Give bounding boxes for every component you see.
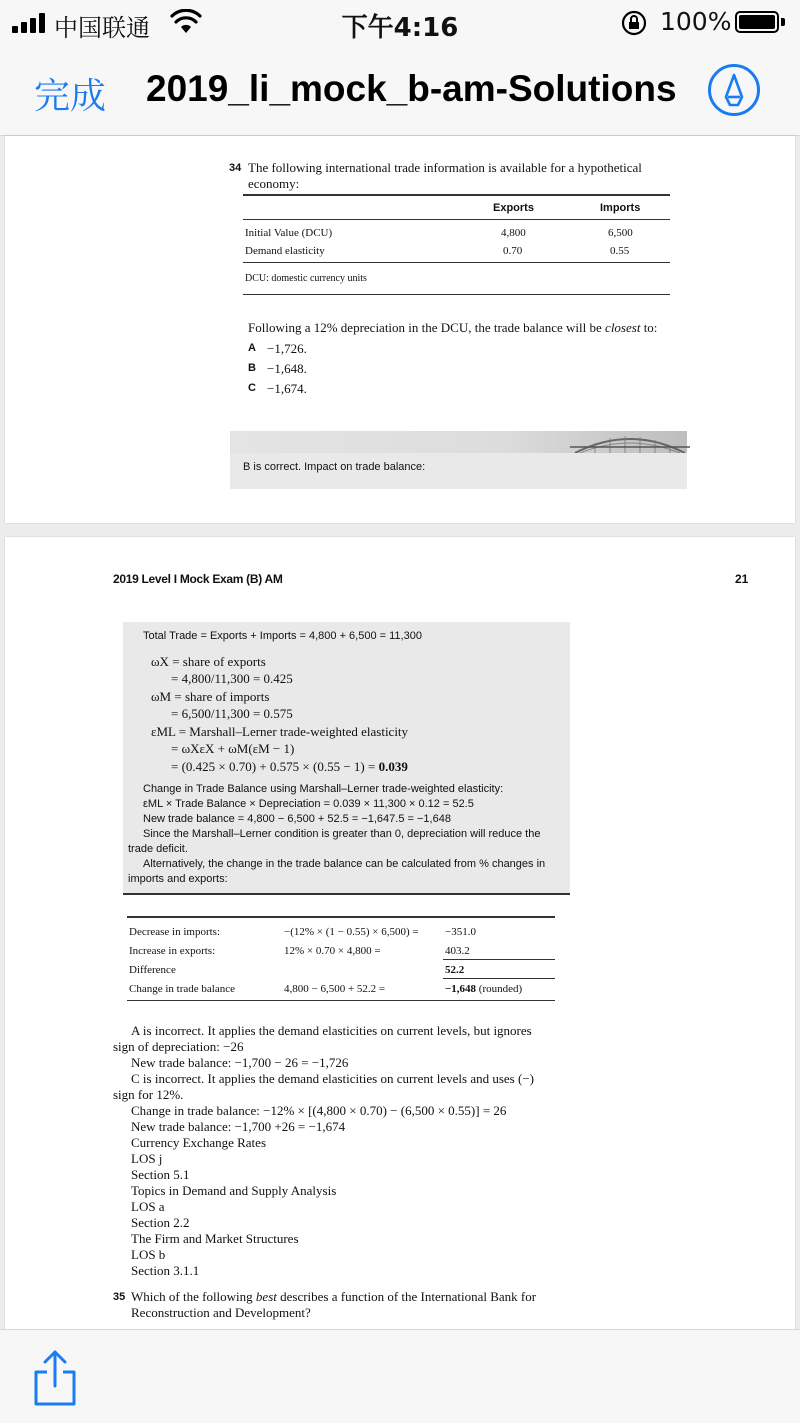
done-button[interactable]: 完成: [34, 76, 107, 117]
status-bar: [0, 0, 800, 46]
reference-line: LOS a: [131, 1199, 165, 1214]
alt-table-cell: Increase in exports:: [129, 945, 216, 957]
alt-table-cell: 4,800 − 6,500 + 52.2 =: [284, 983, 386, 995]
change-line: imports and exports:: [128, 873, 228, 885]
table-bottom-rule: [243, 262, 670, 263]
status-time: 下午4:16: [341, 13, 459, 43]
table-header-exports: Exports: [493, 202, 534, 214]
reference-line: Section 5.1: [131, 1167, 190, 1182]
table-cell: Demand elasticity: [245, 245, 325, 257]
alt-table-cell: −(12% × (1 − 0.55) × 6,500) =: [284, 926, 419, 938]
table-top-rule: [243, 194, 670, 196]
calc-line: εML = Marshall–Lerner trade-weighted elasticity: [151, 724, 409, 739]
alt-table-sum-rule: [443, 959, 555, 960]
alt-table-cell: Change in trade balance: [129, 983, 235, 995]
option-letter: C: [248, 382, 256, 394]
table-cell: Initial Value (DCU): [245, 227, 333, 239]
table-note: DCU: domestic currency units: [245, 273, 367, 284]
alt-table-bottom-rule: [127, 1000, 555, 1001]
option-text: −1,674.: [267, 381, 307, 396]
change-line: Alternatively, the change in the trade balance can be calculated from % changes in: [143, 858, 546, 870]
reference-line: Currency Exchange Rates: [131, 1135, 267, 1150]
solution-box: [230, 431, 687, 489]
change-line: trade deficit.: [128, 843, 188, 855]
document-title: 2019_li_mock_b-am-Solutions: [146, 68, 677, 109]
calc-line: = 6,500/11,300 = 0.575: [171, 706, 293, 721]
alt-table-cell: Difference: [129, 964, 176, 976]
navigation-bar: [0, 46, 800, 136]
table-header-imports: Imports: [600, 202, 641, 214]
total-trade-line: Total Trade = Exports + Imports = 4,800 + 6,500 = 11,300: [143, 630, 422, 642]
alt-table-cell: −351.0: [445, 926, 476, 938]
alt-table-cell-result: −1,648 (rounded): [445, 983, 523, 995]
explanation-line: sign of depreciation: −26: [113, 1039, 244, 1054]
explanation-line: C is incorrect. It applies the demand elasticities on current levels and uses (−): [131, 1071, 534, 1086]
alt-table-diff-rule: [443, 978, 555, 979]
question-number: 35: [113, 1291, 126, 1303]
bottom-toolbar: [0, 1329, 800, 1423]
bridge-graphic-icon: [570, 431, 690, 453]
battery-percentage: 100%: [660, 7, 732, 36]
explanation-line: Change in trade balance: −12% × [(4,800 × 0.70) − (6,500 × 0.55)] = 26: [131, 1103, 507, 1118]
markup-pen-icon: [711, 67, 757, 113]
solution-box-rule: [123, 893, 570, 895]
pdf-page-20: [5, 136, 795, 523]
option-letter: A: [248, 342, 256, 354]
calc-line-result: = (0.425 × 0.70) + 0.575 × (0.55 − 1) = 0.039: [171, 759, 408, 774]
question-text-line2: Reconstruction and Development?: [131, 1305, 311, 1320]
alt-table-cell: 52.2: [445, 964, 465, 976]
table-cell: 0.70: [503, 245, 523, 257]
change-line: Since the Marshall–Lerner condition is greater than 0, depreciation will reduce the: [143, 828, 541, 840]
calc-line: = 4,800/11,300 = 0.425: [171, 671, 293, 686]
battery-icon: [735, 11, 779, 33]
explanation-line: sign for 12%.: [113, 1087, 184, 1102]
table-note-rule: [243, 294, 670, 295]
battery-tip: [781, 18, 785, 26]
option-text: −1,726.: [267, 341, 307, 356]
calc-line: = ωXεX + ωM(εM − 1): [171, 741, 295, 756]
reference-line: The Firm and Market Structures: [131, 1231, 299, 1246]
markup-button[interactable]: [708, 64, 760, 116]
share-button[interactable]: [30, 1348, 80, 1408]
option-text: −1,648.: [267, 361, 307, 376]
carrier-name: 中国联通: [54, 14, 150, 42]
change-line: Change in Trade Balance using Marshall–Lerner trade-weighted elasticity:: [143, 783, 504, 795]
alt-table-cell: Decrease in imports:: [129, 926, 221, 938]
reference-line: Topics in Demand and Supply Analysis: [131, 1183, 337, 1198]
question-stem: Following a 12% depreciation in the DCU, the trade balance will be closest to:: [248, 320, 658, 335]
reference-line: Section 2.2: [131, 1215, 190, 1230]
explanation-line: New trade balance: −1,700 +26 = −1,674: [131, 1119, 346, 1134]
question-number: 34: [229, 162, 242, 174]
change-line: New trade balance = 4,800 − 6,500 + 52.5 = −1,647.5 = −1,648: [143, 813, 451, 825]
page-number: 21: [735, 572, 749, 586]
rotation-lock-icon: [620, 9, 648, 37]
explanation-line: New trade balance: −1,700 − 26 = −1,726: [131, 1055, 349, 1070]
solution-header: B is correct. Impact on trade balance:: [243, 461, 426, 473]
change-line: εML × Trade Balance × Depreciation = 0.039 × 11,300 × 0.12 = 52.5: [143, 798, 474, 810]
pdf-page-21: [5, 537, 795, 1329]
question-text-line1: Which of the following best describes a function of the International Bank for: [131, 1289, 537, 1304]
share-icon: [30, 1348, 80, 1408]
calc-line: ωX = share of exports: [151, 654, 266, 669]
reference-line: LOS b: [131, 1247, 166, 1262]
explanation-line: A is incorrect. It applies the demand elasticities on current levels, but ignores: [131, 1023, 532, 1038]
table-header-rule: [243, 219, 670, 220]
calc-line: ωM = share of imports: [151, 689, 270, 704]
alt-table-cell: 403.2: [445, 945, 470, 957]
option-letter: B: [248, 362, 256, 374]
table-cell: 0.55: [610, 245, 630, 257]
question-text-line2: economy:: [248, 176, 300, 191]
table-cell: 6,500: [608, 227, 633, 239]
alt-table-top-rule: [127, 916, 555, 918]
reference-line: LOS j: [131, 1151, 163, 1166]
question-text-line1: The following international trade information is available for a hypothetical: [248, 160, 642, 175]
running-head: 2019 Level I Mock Exam (B) AM: [113, 572, 283, 586]
alt-table-cell: 12% × 0.70 × 4,800 =: [284, 945, 381, 957]
reference-line: Section 3.1.1: [131, 1263, 200, 1278]
table-cell: 4,800: [501, 227, 526, 239]
